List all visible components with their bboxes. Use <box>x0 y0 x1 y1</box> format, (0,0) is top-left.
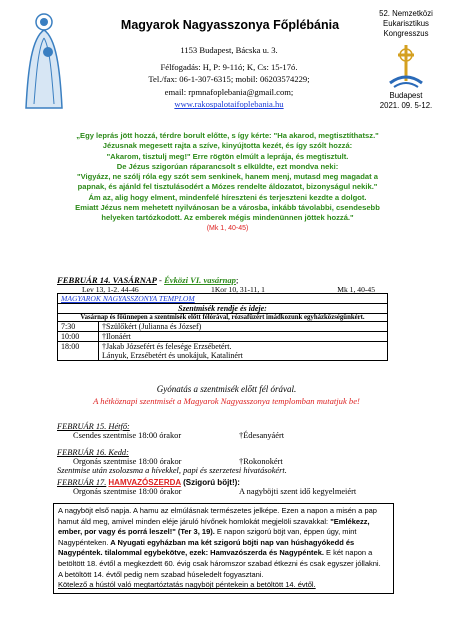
sunday-colon: ; <box>235 275 239 285</box>
sunday-subtitle: Évközi VI. vasárnap <box>164 275 236 285</box>
table-row <box>58 342 388 361</box>
day-note: Szentmise után zsolozsma a hívekkel, papi és szerzetesi hivatásokért. <box>57 466 287 475</box>
mass-schedule-table <box>57 293 388 361</box>
mass-intention: †Szülőkért (Julianna és József) <box>99 322 388 332</box>
phone: Tel./fax: 06-1-307-6315; mobil: 06203574229; <box>148 74 310 85</box>
lent-text: tilalommal egybekötve, ezek: Hamvazószerda és Nagypéntek. <box>104 548 324 558</box>
stream-note: A hétköznapi szentmisét a Magyarok Nagyasszonya templomban mutatjuk be! <box>93 396 360 406</box>
lent-text: A betöltött 14. évtől pedig nem szabad húseledelt fogyasztani. <box>58 569 264 579</box>
day-name: FEBRUÁR 16. Kedd: <box>57 448 129 457</box>
page-header <box>0 0 453 120</box>
day-name: FEBRUÁR 15. Hétfő: <box>57 422 130 431</box>
madonna-logo-icon <box>18 8 70 116</box>
gospel-line: Jézusnak megesett rajta a szíve, kinyújtotta kezét, és így szólt hozzá: <box>102 141 353 151</box>
gospel-line: papnak, és ajánld fel tisztulásodért a Mózes rendelte áldozatot, bizonyságul nekik." <box>77 182 378 192</box>
reading-2: 1Kor 10, 31-11, 1 <box>211 285 265 294</box>
gospel-line: Emiatt Jézus nem mehetett nyilvánosan be a városba, inkább távolabbi, csendesebb <box>75 203 380 213</box>
day-tuesday <box>57 448 287 475</box>
congress-logo-icon <box>386 41 426 91</box>
congress-line3: Kongresszus <box>383 29 429 38</box>
day-mass: Csendes szentmise 18:00 órakor <box>73 431 182 440</box>
schedule-note: Vasárnap és főünnepen a szentmisék előtt félórával, rózsafüzért imádkozunk egyházközségünkért. <box>80 314 365 321</box>
day-name: FEBRUÁR 17. <box>57 478 107 487</box>
sunday-dash: - <box>156 275 165 285</box>
mass-time: 18:00 <box>58 342 99 361</box>
congress-dates: 2021. 09. 5-12. <box>379 101 433 110</box>
lent-text: A nagyböjt első napja. A hamu az elmúlásnak természetes jelképe. Ezen a napon a misén a pap hamut áld meg, amivel minden eléje járuló hívőnek homlokát megjelöli szavakkal: <box>58 506 377 526</box>
church-title: Magyarok Nagyasszonya Főplébánia <box>120 18 340 32</box>
lent-text: E két napon a betöltött 18. évtől a megkezdett 60. évig csak háromszor szabad étkezni és csak egyszer jóllakni. <box>58 548 381 568</box>
day-mass: Orgonás szentmise 18:00 órakor <box>73 487 182 496</box>
table-row <box>58 322 388 332</box>
confession-note: Gyónatás a szentmisék előtt fél órával. <box>156 384 297 394</box>
office-hours: Félfogadás: H, P: 9-11ó; K, Cs: 15-17ó. <box>160 61 298 72</box>
mass-time: 7:30 <box>58 322 99 332</box>
congress-line1: 52. Nemzetközi <box>379 9 433 18</box>
reading-3: Mk 1, 40-45 <box>337 285 375 294</box>
schedule-caption: Szentmisék rendje és ideje: <box>178 304 267 313</box>
lent-text: A Nyugati egyházban ma két szigorú böjti nap van húshagyókedd és Nagypéntek. <box>58 537 355 558</box>
mass-intention-extra: Lányuk, Erzsébetért és unokájuk, Katalinért <box>102 351 243 360</box>
day-intention: A nagyböjti szent idő kegyelmeiért <box>239 487 357 496</box>
website-link[interactable]: www.rakospalotaifoplebania.hu <box>174 99 284 110</box>
congress-city: Budapest <box>389 91 423 100</box>
reading-1: Lev 13, 1-2. 44-46 <box>82 285 139 294</box>
lent-text: E napon szigorú böjt van, éppen úgy, mint Nagypénteken. <box>58 527 357 547</box>
lent-quote: "Emlékezz, ember, por vagy és porrá leszel!" (Ter 3, 19). <box>58 516 370 537</box>
gospel-reference: (Mk 1, 40-45) <box>206 224 249 232</box>
day-mass: Orgonás szentmise 18:00 órakor <box>73 457 182 466</box>
gospel-line: De Jézus szigorúan ráparancsolt s elküldte, ezt mondva neki: <box>116 161 339 171</box>
day-monday <box>57 422 284 440</box>
church-name: MAGYAROK NAGYASSZONYA TEMPLOM <box>61 294 195 303</box>
gospel-line: helyeken tartózkodott. Az emberek mégis mindenünnen jöttek hozzá." <box>101 213 354 223</box>
congress-block <box>362 9 450 111</box>
strict-fast: (Szigorú böjt!): <box>180 478 240 487</box>
table-row <box>58 332 388 342</box>
mass-intention: †Jakab Józsefért és felesége Erzsébetért. <box>102 342 232 351</box>
address: 1153 Budapest, Bácska u. 3. <box>180 45 278 55</box>
sunday-header <box>57 275 387 294</box>
congress-line2: Eukarisztikus <box>383 19 429 28</box>
gospel-line: Ám az, alig hogy elment, mindenfelé híreszteni és terjeszteni kezdte a dolgot. <box>88 192 367 202</box>
gospel-line: "Vigyázz, ne szólj róla egy szót sem senkinek, hanem menj, mutasd meg magadat a <box>77 172 378 182</box>
day-wednesday <box>57 478 356 496</box>
sunday-title: FEBRUÁR 14. VASÁRNAP <box>57 275 157 285</box>
lent-text: Kötelező a hústól való megtartóztatás nagyböjt péntekein a betöltött 14. évtől. <box>58 580 316 590</box>
mass-time: 10:00 <box>58 332 99 342</box>
lent-info-box <box>53 503 394 594</box>
gospel-line: „Egy leprás jött hozzá, térdre borult előtte, s így kérte: "Ha akarod, megtisztíthatsz." <box>76 131 379 140</box>
gospel-line: "Akarom, tisztulj meg!" Erre rögtön elmúlt a leprája, és megtisztult. <box>106 151 349 161</box>
ash-wednesday: HAMVAZÓSZERDA <box>108 478 181 487</box>
day-intention: †Rokonokért <box>239 457 283 466</box>
day-intention: †Édesanyáért <box>239 431 285 440</box>
contact-block <box>95 44 363 111</box>
email[interactable]: email: rpmnafoplebania@gmail.com; <box>164 86 294 97</box>
mass-intention: †Ilonáért <box>99 332 388 342</box>
gospel-quote <box>30 131 425 234</box>
